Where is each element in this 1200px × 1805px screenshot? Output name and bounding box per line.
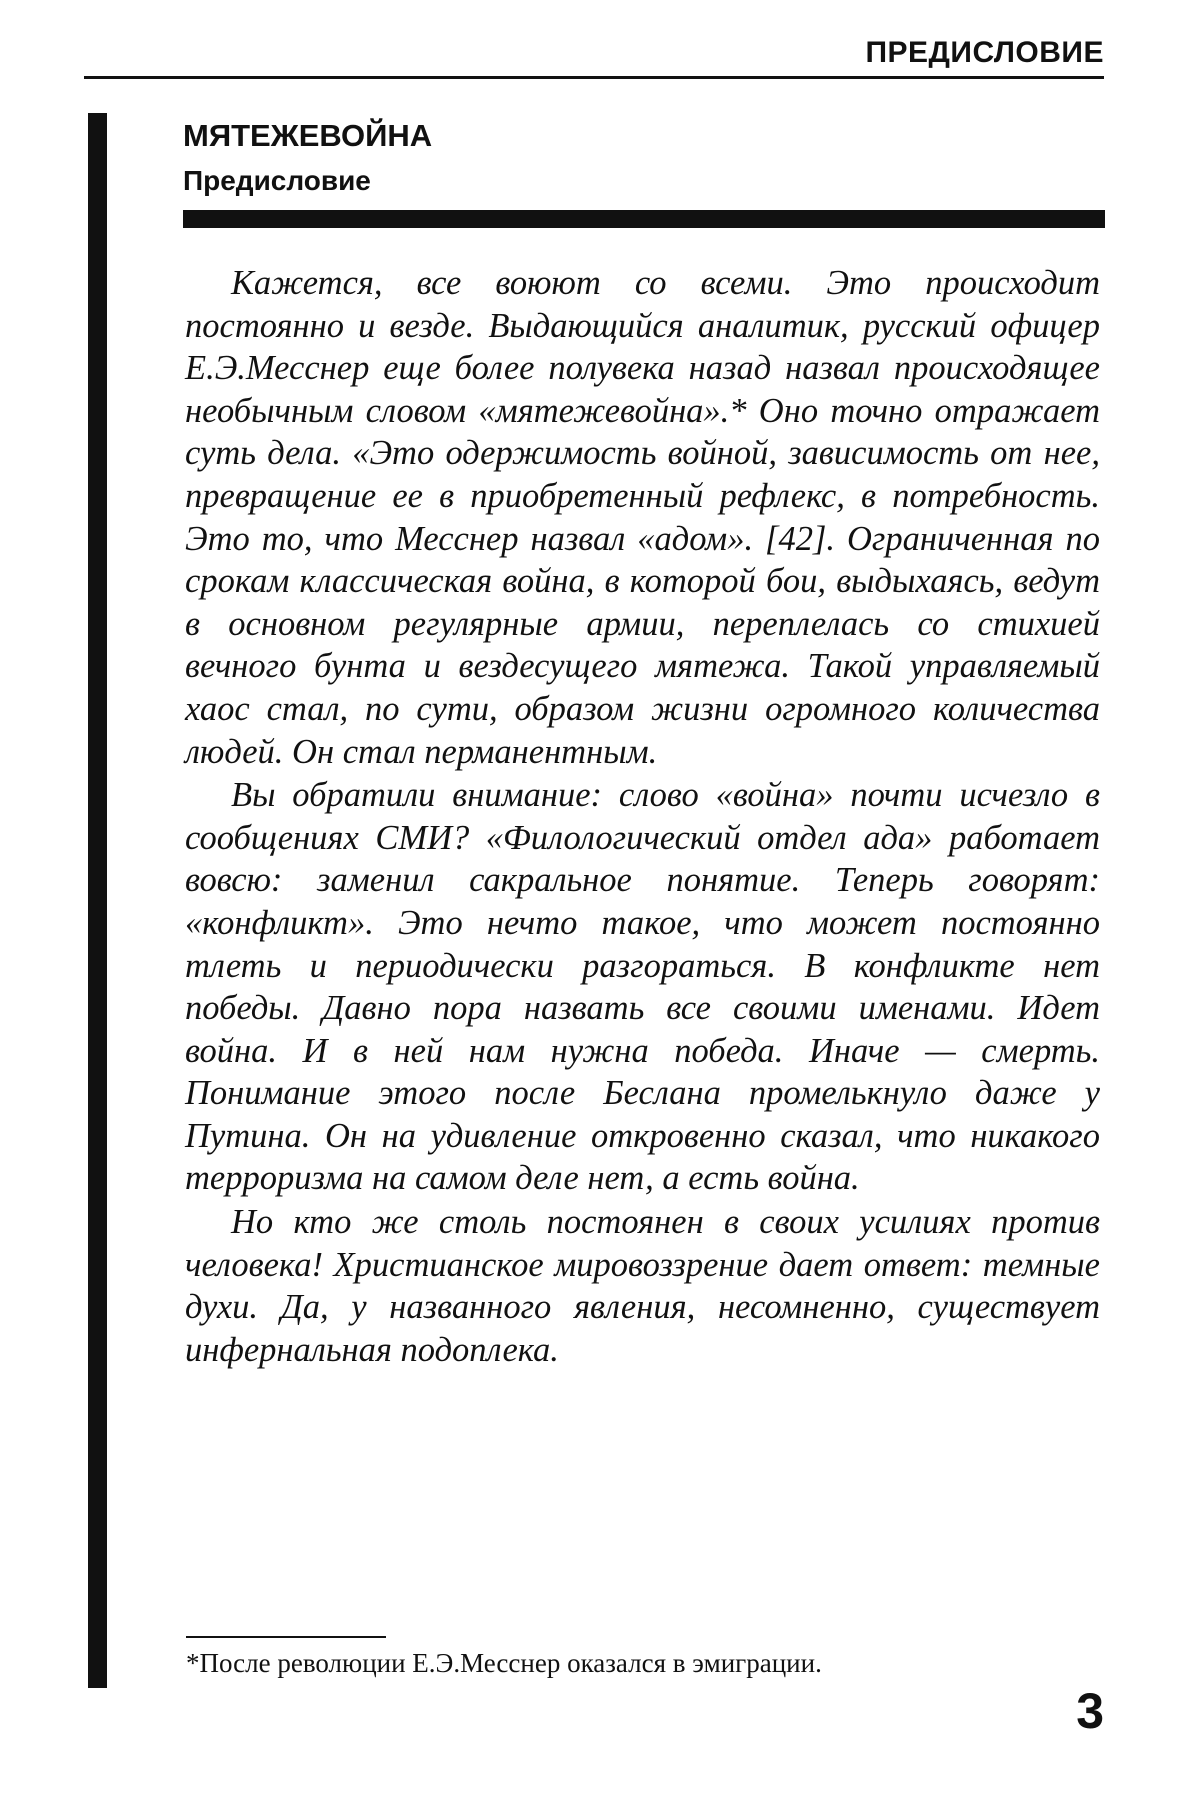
chapter-subtitle: Предисловие bbox=[183, 165, 371, 196]
page-number: 3 bbox=[1076, 1683, 1104, 1739]
footnote-rule bbox=[186, 1636, 386, 1638]
paragraph: Вы обратили внимание: слово «война» почти исчезло в сообщениях СМИ? «Филологический отдел ада» работает вовсю: заменил сакральное понятие. Теперь говорят: «конфликт». Это нечто такое, что может постоянно тлеть и периодически разгораться. В конфликте нет победы. Давно пора назвать все своими именами. Идет война. И в ней нам нужна победа. Иначе — смерть. Понимание этого после Беслана промелькнуло даже у Путина. Он на удивление откровенно сказал, что никакого терроризма на самом деле нет, а есть война. bbox=[185, 776, 1100, 1198]
running-head-title: ПРЕДИСЛОВИЕ bbox=[865, 36, 1104, 69]
left-margin-bar bbox=[88, 113, 107, 1688]
heading-rule bbox=[183, 210, 1105, 228]
body-text bbox=[185, 262, 1100, 1372]
chapter-title: МЯТЕЖЕВОЙНА bbox=[183, 118, 433, 153]
running-head bbox=[84, 28, 1104, 79]
paragraph: Кажется, все воюют со всеми. Это происходит постоянно и везде. Выдающийся аналитик, русский офицер Е.Э.Месснер еще более полувека назад назвал происходящее необычным словом «мятежевойна».* Оно точно отражает суть дела. «Это одержимость войной, зависимость от нее, превращение ее в приобретенный рефлекс, в потребность. Это то, что Месснер назвал «адом». [42]. Ограниченная по срокам классическая война, в которой бои, выдыхаясь, ведут в основном регулярные армии, переплелась со стихией вечного бунта и вездесущего мятежа. Такой управляемый хаос стал, по сути, образом жизни огромного количества людей. Он стал перманентным. bbox=[185, 264, 1100, 771]
paragraph: Но кто же столь постоянен в своих усилиях против человека! Христианское мировоззрение дает ответ: темные духи. Да, у названного явления, несомненно, существует инфернальная подоплека. bbox=[185, 1203, 1100, 1369]
footnote: *После революции Е.Э.Месснер оказался в эмиграции. bbox=[186, 1648, 822, 1678]
